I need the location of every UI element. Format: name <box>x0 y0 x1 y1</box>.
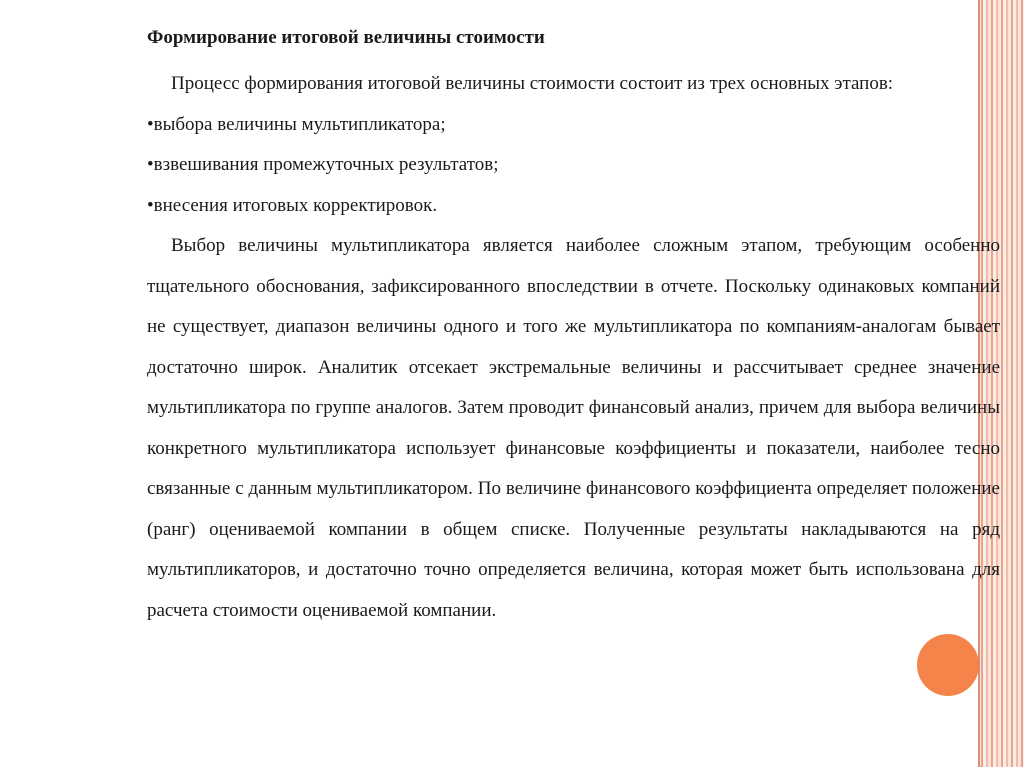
body-paragraph: Выбор величины мультипликатора является наиболее сложным этапом, требующим особенно тщательного обоснования, зафиксированного впоследствии в отчете. Поскольку одинаковых компаний не существует, диапазон величины одного и того же мультипликатора по компаниям-аналогам бывает достаточно широк. Аналитик отсекает экстремальные величины и рассчитывает среднее значение мультипликатора по группе аналогов. Затем проводит финансовый анализ, причем для выбора величины конкретного мультипликатора использует финансовые коэффициенты и показатели, наиболее тесно связанные с данным мультипликатором. По величине финансового коэффициента определяет положение (ранг) оцениваемой компании в общем списке. Полученные результаты накладываются на ряд мультипликаторов, и достаточно точно определяется величина, которая может быть использована для расчета стоимости оцениваемой компании. <box>147 235 1000 621</box>
bullet-item-1: •выбора величины мультипликатора; <box>147 113 446 135</box>
slide-title: Формирование итоговой величины стоимости <box>147 27 545 48</box>
slide-content <box>147 22 1000 631</box>
orange-circle-decoration <box>917 634 979 696</box>
intro-paragraph: Процесс формирования итоговой величины стоимости состоит из трех основных этапов: <box>171 73 894 94</box>
bullet-item-3: •внесения итоговых корректировок. <box>147 194 438 216</box>
bullet-item-2: •взвешивания промежуточных результатов; <box>147 154 499 175</box>
